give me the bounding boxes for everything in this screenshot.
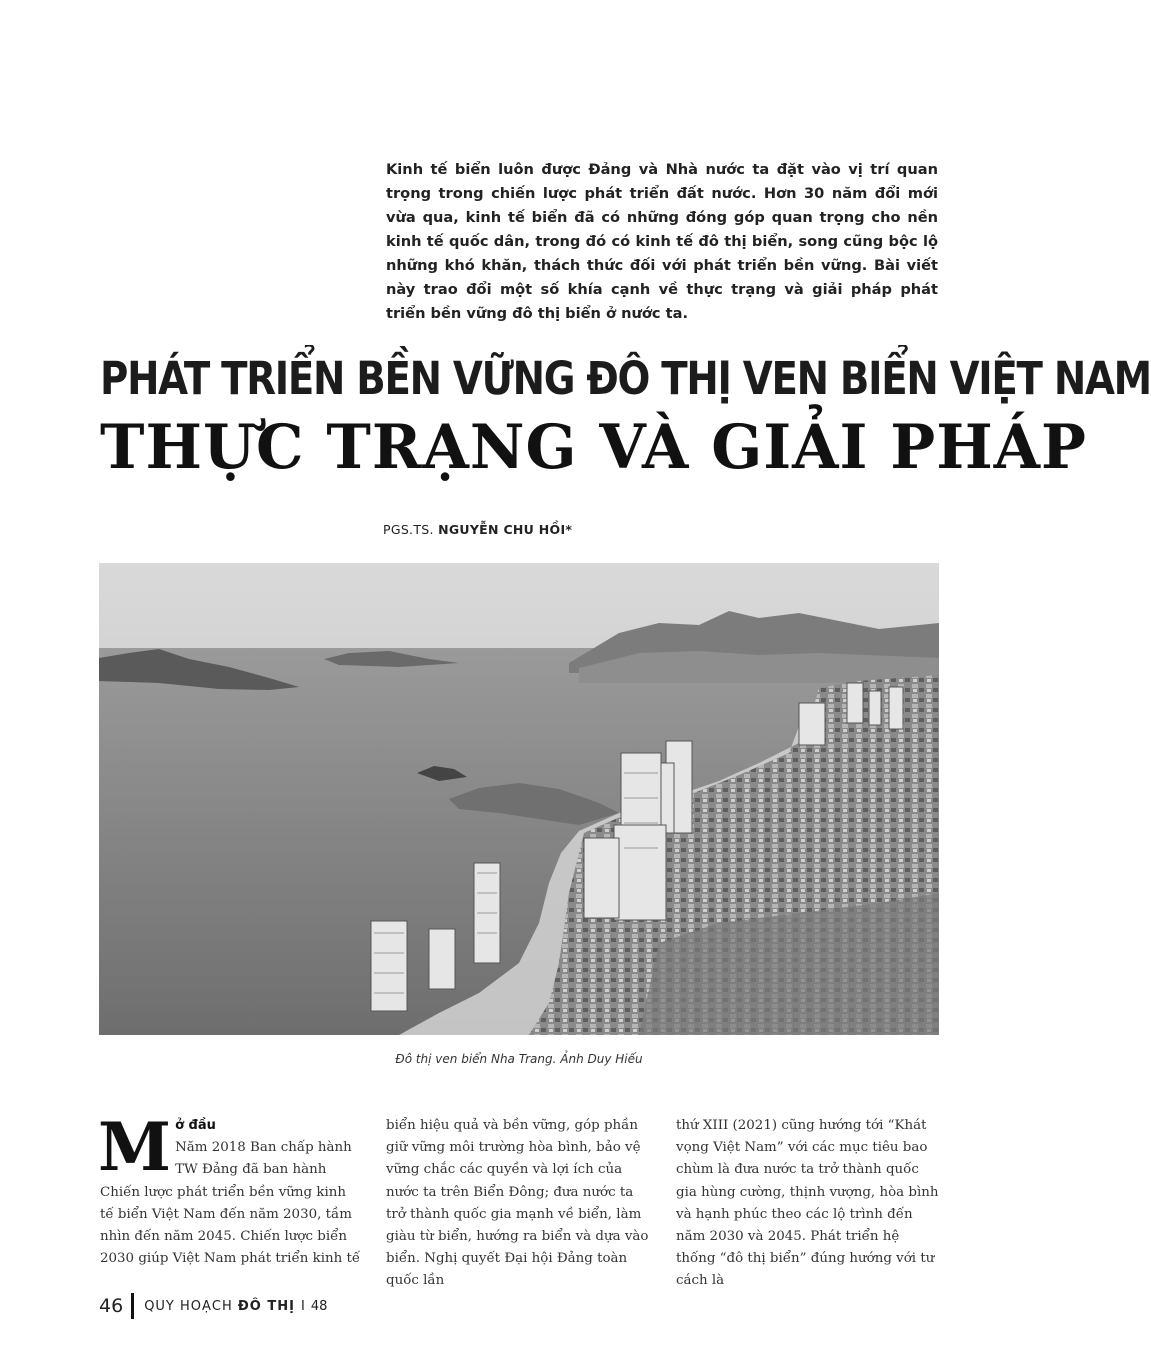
body-text-2: biển hiệu quả và bền vững, góp phần giữ vững môi trường hòa bình, bảo vệ vững chắc các quyền và lợi ích của nước ta trên Biển Đông; đưa nước ta trở thành quốc gia mạnh về biển, làm giàu từ biển, hướng ra biển và dựa vào biển. Nghị quyết Đại hội Đảng toàn quốc lần (386, 1118, 649, 1289)
body-column-2 (386, 1115, 650, 1289)
page-number: 46 (99, 1295, 124, 1317)
headline-line-1: PHÁT TRIỂN BỀN VỮNG ĐÔ THỊ VEN BIỂN VIỆT NAM (100, 352, 1151, 405)
body-text-1: Năm 2018 Ban chấp hành TW Đảng đã ban hành Chiến lược phát triển bền vững kinh tế biển Việt Nam đến năm 2030, tầm nhìn đến năm 2045. Chiến lược biển 2030 giúp Việt Nam phát triển kinh tế (100, 1140, 361, 1267)
body-column-1 (98, 1108, 362, 1275)
section-title: ở đầu (175, 1118, 216, 1133)
issue-number: 48 (310, 1298, 328, 1314)
author-name: NGUYỄN CHU HỒI* (438, 522, 573, 537)
author-title: PGS.TS. (383, 522, 439, 537)
body-text-3: thứ XIII (2021) cũng hướng tới “Khát vọng Việt Nam” với các mục tiêu bao chùm là đưa nước ta trở thành quốc gia hùng cường, thịnh vượng, hòa bình và hạnh phúc theo các lộ trình đến năm 2030 và 2045. Phát triển hệ thống “đô thị biển” đúng hướng với tư cách là (676, 1118, 939, 1289)
footer-divider (131, 1293, 134, 1319)
magazine-name-bold: ĐÔ THỊ (237, 1298, 295, 1314)
magazine-name-prefix: QUY HOẠCH (144, 1298, 238, 1314)
article-photo (99, 563, 939, 1035)
drop-cap: M (98, 1108, 172, 1186)
byline (383, 522, 572, 537)
footer-separator: I (300, 1298, 305, 1314)
body-column-3 (676, 1115, 940, 1289)
lead-paragraph: Kinh tế biển luôn được Đảng và Nhà nước ta đặt vào vị trí quan trọng trong chiến lược phát triển đất nước. Hơn 30 năm đổi mới vừa qua, kinh tế biển đã có những đóng góp quan trọng cho nền kinh tế quốc dân, trong đó có kinh tế đô thị biển, song cũng bộc lộ những khó khăn, thách thức đối với phát triển bền vững. Bài viết này trao đổi một số khía cạnh về thực trạng và giải pháp phát triển bền vững đô thị biển ở nước ta. (386, 161, 938, 322)
photo-caption: Đô thị ven biển Nha Trang. Ảnh Duy Hiếu (395, 1052, 643, 1066)
headline-line-2: THỰC TRẠNG VÀ GIẢI PHÁP (100, 412, 1087, 483)
page-footer (99, 1293, 327, 1319)
magazine-name (144, 1299, 295, 1314)
